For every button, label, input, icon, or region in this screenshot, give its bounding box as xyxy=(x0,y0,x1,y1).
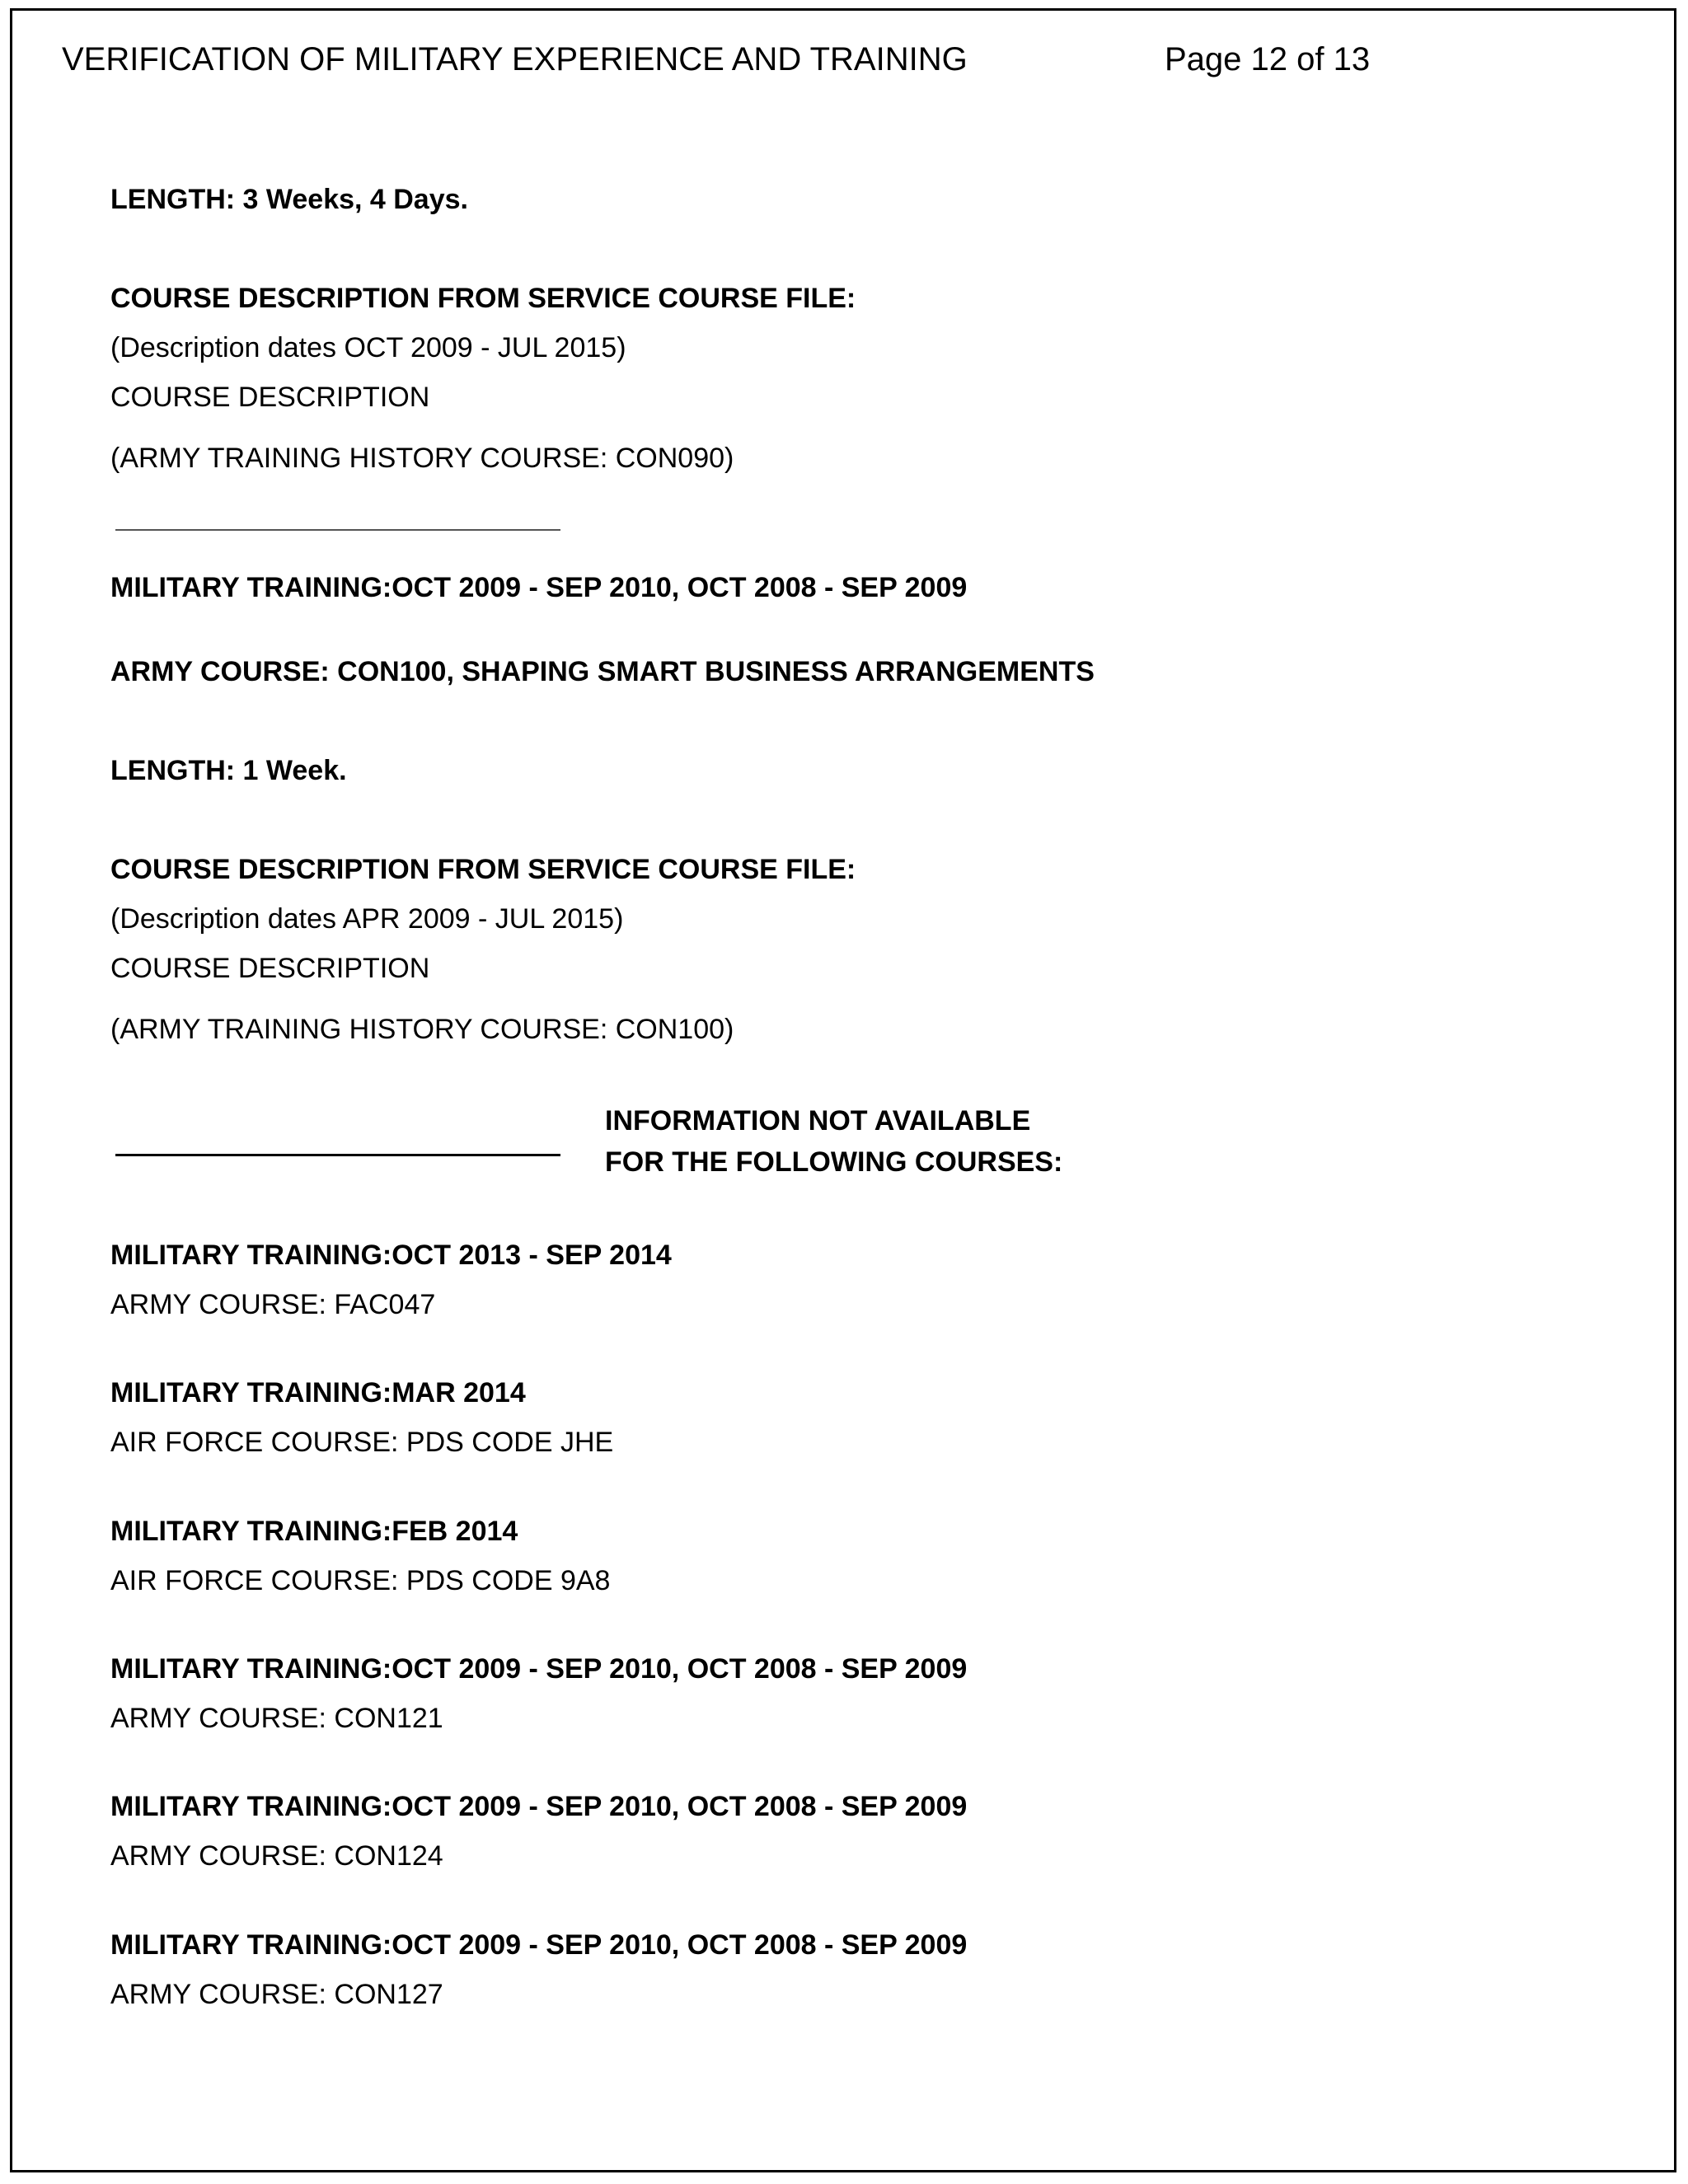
course-code: AIR FORCE COURSE: PDS CODE 9A8 xyxy=(110,1565,611,1596)
document-title: VERIFICATION OF MILITARY EXPERIENCE AND TRAINING xyxy=(62,41,968,77)
course-code: ARMY COURSE: CON121 xyxy=(110,1703,443,1734)
army-course-title: ARMY COURSE: CON100, SHAPING SMART BUSINESS ARRANGEMENTS xyxy=(110,656,1095,687)
course-code: ARMY COURSE: FAC047 xyxy=(110,1289,436,1320)
course-description-label: COURSE DESCRIPTION xyxy=(110,382,430,413)
section-divider xyxy=(115,529,560,531)
course-length: LENGTH: 1 Week. xyxy=(110,755,347,786)
military-training-dates: MILITARY TRAINING:OCT 2009 - SEP 2010, OCT 2008 - SEP 2009 xyxy=(110,572,968,603)
course-code: AIR FORCE COURSE: PDS CODE JHE xyxy=(110,1427,614,1458)
description-dates: (Description dates OCT 2009 - JUL 2015) xyxy=(110,332,626,363)
description-dates: (Description dates APR 2009 - JUL 2015) xyxy=(110,903,624,935)
military-training-dates: MILITARY TRAINING:FEB 2014 xyxy=(110,1516,518,1547)
course-description-heading: COURSE DESCRIPTION FROM SERVICE COURSE FILE: xyxy=(110,854,856,885)
course-code: ARMY COURSE: CON127 xyxy=(110,1979,443,2010)
military-training-dates: MILITARY TRAINING:OCT 2009 - SEP 2010, OCT 2008 - SEP 2009 xyxy=(110,1791,968,1822)
military-training-dates: MILITARY TRAINING:MAR 2014 xyxy=(110,1377,526,1408)
military-training-dates: MILITARY TRAINING:OCT 2009 - SEP 2010, OCT 2008 - SEP 2009 xyxy=(110,1653,968,1685)
course-description-label: COURSE DESCRIPTION xyxy=(110,953,430,984)
training-history-course: (ARMY TRAINING HISTORY COURSE: CON090) xyxy=(110,443,734,474)
notice-divider xyxy=(115,1154,560,1156)
notice-line-2: FOR THE FOLLOWING COURSES: xyxy=(605,1146,1063,1178)
course-code: ARMY COURSE: CON124 xyxy=(110,1840,443,1872)
training-history-course: (ARMY TRAINING HISTORY COURSE: CON100) xyxy=(110,1014,734,1045)
course-description-heading: COURSE DESCRIPTION FROM SERVICE COURSE FILE: xyxy=(110,283,856,314)
page-number: Page 12 of 13 xyxy=(1165,41,1371,77)
military-training-dates: MILITARY TRAINING:OCT 2009 - SEP 2010, OCT 2008 - SEP 2009 xyxy=(110,1929,968,1961)
military-training-dates: MILITARY TRAINING:OCT 2013 - SEP 2014 xyxy=(110,1240,672,1271)
notice-line-1: INFORMATION NOT AVAILABLE xyxy=(605,1105,1031,1137)
course-length: LENGTH: 3 Weeks, 4 Days. xyxy=(110,184,468,215)
